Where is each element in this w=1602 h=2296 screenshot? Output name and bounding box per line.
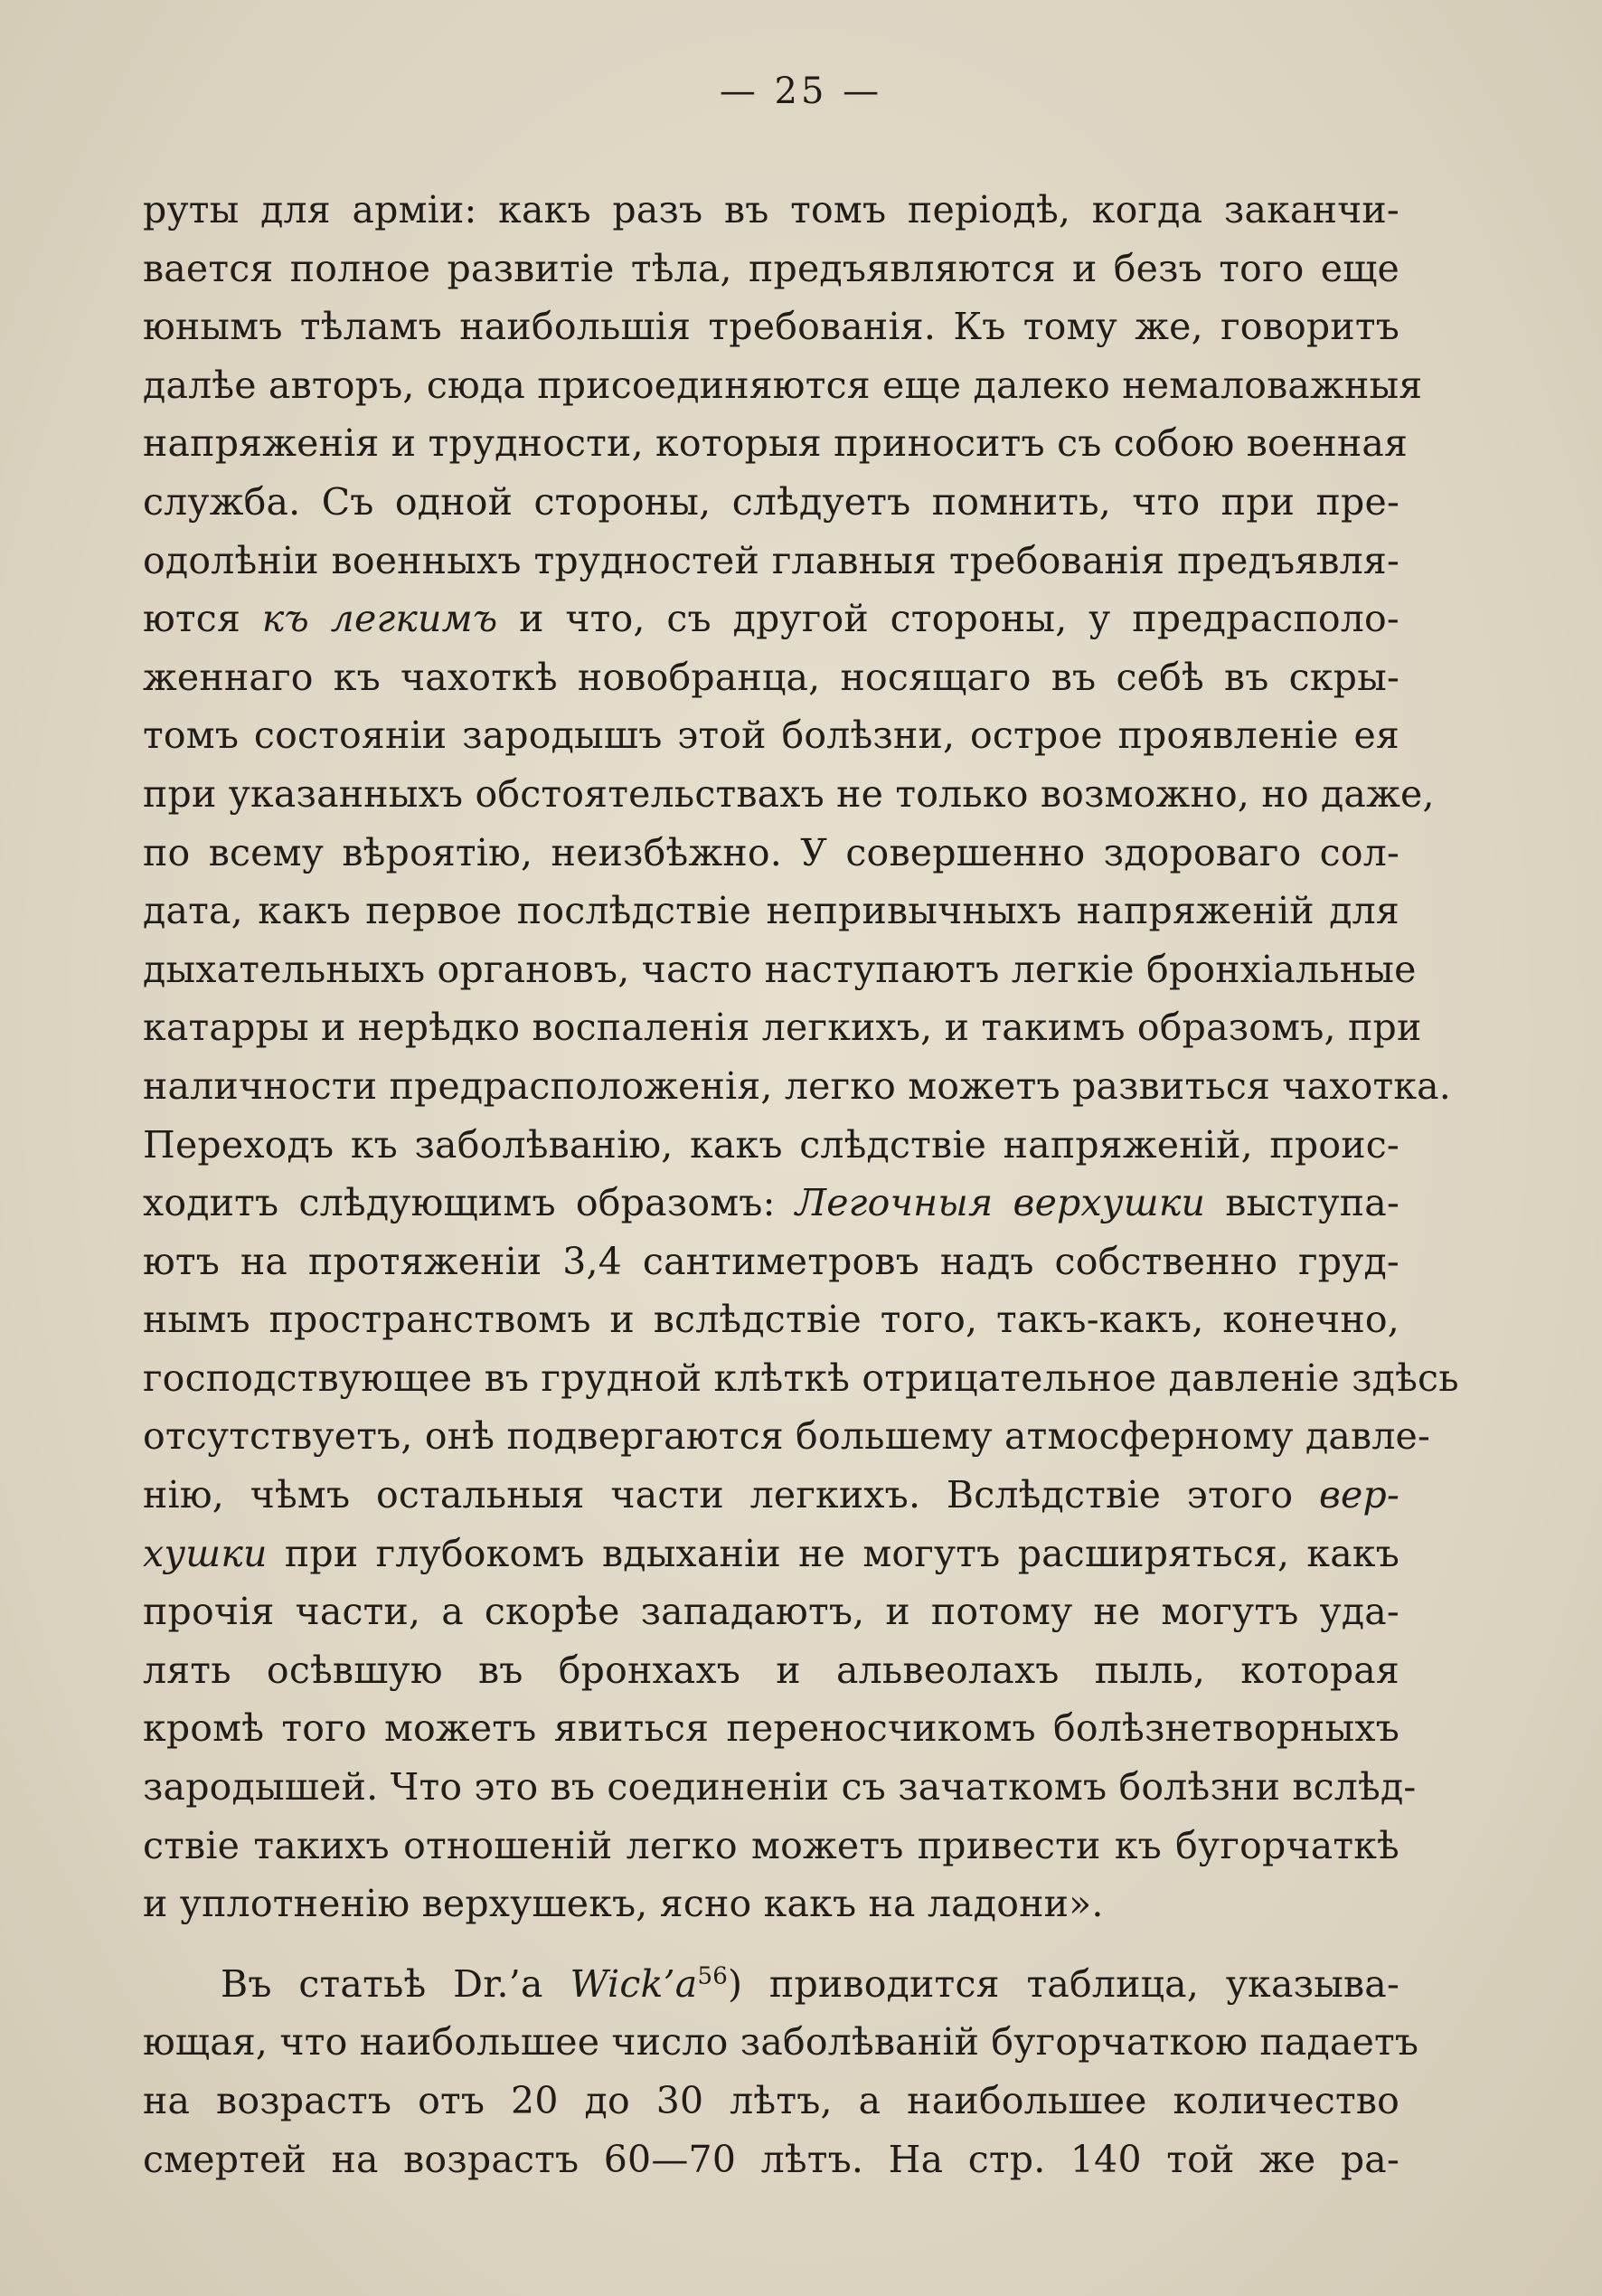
text-line: ютъ на протяженіи 3,4 сантиметровъ надъ собственно груд- [143, 1239, 1399, 1283]
text-line: прочія части, а скорѣе западаютъ, и потому не могутъ уда- [143, 1590, 1399, 1634]
text-run: выступа- [1205, 1181, 1400, 1225]
text-line: нымъ пространствомъ и вслѣдствіе того, такъ-какъ, конечно, [143, 1298, 1399, 1342]
text-line: отсутствуетъ, онѣ подвергаются большему атмосферному давле- [143, 1414, 1431, 1459]
text-line: Переходъ къ заболѣванію, какъ слѣдствіе напряженій, проис- [143, 1122, 1399, 1167]
text-line [143, 1466, 1399, 1525]
italic-phrase: хушки [143, 1531, 268, 1575]
italic-phrase: вер- [1318, 1473, 1399, 1517]
text-line: лять осѣвшую въ бронхахъ и альвеолахъ пыль, которая [143, 1648, 1399, 1692]
text-line: женнаго къ чахоткѣ новобранца, носящаго въ себѣ въ скры- [143, 655, 1399, 699]
text-line: господствующее въ грудной клѣткѣ отрицательное давленіе здѣсь [143, 1356, 1459, 1400]
text-line: наличности предрасположенія, легко можетъ развиться чахотка. [143, 1063, 1452, 1108]
text-line: служба. Съ одной стороны, слѣдуетъ помнить, что при пре- [143, 479, 1399, 524]
text-line: одолѣніи военныхъ трудностей главныя требованія предъявля- [143, 538, 1399, 582]
text-line: и уплотненію верхушекъ, ясно какъ на ладони». [143, 1882, 1104, 1926]
text-line: дата, какъ первое послѣдствіе непривычныхъ напряженій для [143, 889, 1399, 933]
text-line: кромѣ того можетъ явиться переносчикомъ болѣзнетворныхъ [143, 1706, 1399, 1751]
text-run: нію, чѣмъ остальныя части легкихъ. Вслѣдствіе этого [143, 1473, 1319, 1517]
text-line: на возрастъ отъ 20 до 30 лѣтъ, а наибольшее количество [143, 2079, 1399, 2122]
text-line: вается полное развитіе тѣла, предъявляются и безъ того еще [143, 246, 1399, 290]
body-text [143, 181, 1459, 2188]
text-line [143, 1174, 1399, 1233]
text-line: по всему вѣроятію, неизбѣжно. У совершенно здороваго сол- [143, 830, 1399, 874]
text-line [143, 590, 1399, 648]
italic-phrase: Легочныя верхушки [795, 1181, 1206, 1225]
text-line [143, 1955, 1399, 2014]
footnote-reference: 56 [697, 1962, 728, 1990]
text-line: далѣе авторъ, сюда присоединяются еще далеко немаловажныя [143, 363, 1423, 407]
text-line: зародышей. Что это въ соединеніи съ зачаткомъ болѣзни вслѣд- [143, 1765, 1417, 1809]
text-run: ходитъ слѣдующимъ образомъ: [143, 1181, 796, 1225]
text-line: смертей на возрастъ 60—70 лѣтъ. На стр. 140 той же ра- [143, 2137, 1399, 2181]
text-line: ющая, что наибольшее число заболѣваній бугорчаткою падаетъ [143, 2020, 1419, 2065]
text-line: юнымъ тѣламъ наибольшія требованія. Къ тому же, говоритъ [143, 305, 1399, 349]
text-run: и что, съ другой стороны, у предрасполо- [497, 597, 1399, 641]
italic-phrase: къ легкимъ [261, 597, 498, 641]
paragraph-gap [143, 1933, 1399, 1955]
text-line: при указанныхъ обстоятельствахъ не только возможно, но даже, [143, 771, 1435, 816]
text-run: ) приводится таблица, указыва- [727, 1961, 1400, 2006]
text-line: томъ состояніи зародышъ этой болѣзни, острое проявленіе ея [143, 713, 1399, 758]
text-line: напряженія и трудности, которыя приноситъ съ собою военная [143, 421, 1409, 466]
text-line: ствіе такихъ отношеній легко можетъ привести къ бугорчаткѣ [143, 1823, 1399, 1867]
italic-phrase: Wick’a [570, 1961, 698, 2006]
text-run: ются [143, 597, 262, 641]
text-run: при глубокомъ вдыханіи не могутъ расширяться, какъ [267, 1531, 1399, 1575]
text-run: Въ статьѣ Dr.’а [221, 1961, 570, 2006]
page-number: — 25 — [719, 71, 883, 112]
text-line: руты для арміи: какъ разъ въ томъ періодѣ, когда заканчи- [143, 188, 1399, 231]
text-line [143, 1525, 1399, 1583]
text-line: дыхательныхъ органовъ, часто наступаютъ легкіе бронхіальные [143, 947, 1417, 991]
text-line: катарры и нерѣдко воспаленія легкихъ, и такимъ образомъ, при [143, 1006, 1422, 1050]
